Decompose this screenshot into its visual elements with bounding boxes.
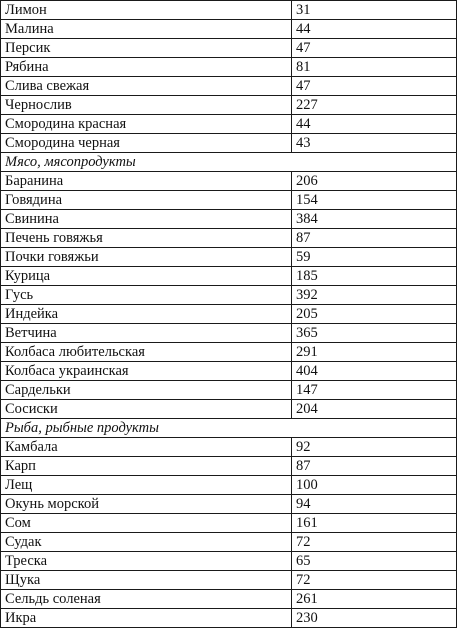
table-row [1,267,457,286]
calorie-value-cell: 47 [292,77,457,96]
table-row [1,172,457,191]
calorie-value-cell: 92 [292,438,457,457]
section-title: Мясо, мясопродукты [1,153,457,172]
calorie-value-cell: 154 [292,191,457,210]
calorie-value-cell: 147 [292,381,457,400]
product-name-cell: Сосиски [1,400,292,419]
product-name-cell: Курица [1,267,292,286]
table-row [1,533,457,552]
calorie-value-cell: 161 [292,514,457,533]
product-name-cell: Сом [1,514,292,533]
section-title: Рыба, рыбные продукты [1,419,457,438]
product-name-cell: Карп [1,457,292,476]
calorie-value-cell: 227 [292,96,457,115]
product-name-cell: Персик [1,39,292,58]
table-row [1,381,457,400]
product-name-cell: Лимон [1,1,292,20]
product-name-cell: Баранина [1,172,292,191]
table-row [1,58,457,77]
calorie-value-cell: 87 [292,457,457,476]
table-row [1,362,457,381]
product-name-cell: Треска [1,552,292,571]
product-name-cell: Колбаса украинская [1,362,292,381]
calorie-value-cell: 100 [292,476,457,495]
table-row [1,210,457,229]
product-name-cell: Сельдь соленая [1,590,292,609]
calorie-value-cell: 59 [292,248,457,267]
calorie-value-cell: 392 [292,286,457,305]
calorie-value-cell: 47 [292,39,457,58]
table-row [1,134,457,153]
product-name-cell: Свинина [1,210,292,229]
section-header-row [1,419,457,438]
table-row [1,20,457,39]
calorie-value-cell: 72 [292,571,457,590]
product-name-cell: Печень говяжья [1,229,292,248]
table-row [1,1,457,20]
table-row [1,229,457,248]
calorie-value-cell: 291 [292,343,457,362]
table-row [1,96,457,115]
calorie-value-cell: 43 [292,134,457,153]
calorie-value-cell: 204 [292,400,457,419]
calorie-value-cell: 31 [292,1,457,20]
product-name-cell: Смородина черная [1,134,292,153]
product-name-cell: Гусь [1,286,292,305]
calorie-value-cell: 81 [292,58,457,77]
table-row [1,248,457,267]
table-row [1,343,457,362]
table-row [1,305,457,324]
table-row [1,77,457,96]
calorie-value-cell: 365 [292,324,457,343]
table-row [1,39,457,58]
table-row [1,571,457,590]
product-name-cell: Говядина [1,191,292,210]
product-name-cell: Судак [1,533,292,552]
calorie-value-cell: 87 [292,229,457,248]
product-name-cell: Икра [1,609,292,628]
calorie-value-cell: 44 [292,115,457,134]
calorie-value-cell: 72 [292,533,457,552]
table-row [1,514,457,533]
section-header-row [1,153,457,172]
calorie-value-cell: 261 [292,590,457,609]
table-row [1,438,457,457]
calorie-value-cell: 185 [292,267,457,286]
product-name-cell: Ветчина [1,324,292,343]
table-row [1,476,457,495]
calorie-value-cell: 94 [292,495,457,514]
table-row [1,457,457,476]
product-name-cell: Чернослив [1,96,292,115]
product-name-cell: Почки говяжьи [1,248,292,267]
calorie-value-cell: 384 [292,210,457,229]
table-row [1,552,457,571]
product-name-cell: Слива свежая [1,77,292,96]
product-name-cell: Рябина [1,58,292,77]
product-name-cell: Смородина красная [1,115,292,134]
calorie-value-cell: 205 [292,305,457,324]
product-name-cell: Окунь морской [1,495,292,514]
table-row [1,191,457,210]
table-row [1,590,457,609]
calorie-value-cell: 65 [292,552,457,571]
table-row [1,495,457,514]
product-name-cell: Сардельки [1,381,292,400]
table-row [1,115,457,134]
calorie-value-cell: 44 [292,20,457,39]
product-name-cell: Колбаса любительская [1,343,292,362]
product-name-cell: Индейка [1,305,292,324]
table-body [1,1,457,628]
product-name-cell: Малина [1,20,292,39]
table-row [1,286,457,305]
product-name-cell: Камбала [1,438,292,457]
calorie-value-cell: 230 [292,609,457,628]
calorie-value-cell: 206 [292,172,457,191]
table-row [1,324,457,343]
product-name-cell: Лещ [1,476,292,495]
table-row [1,400,457,419]
product-name-cell: Щука [1,571,292,590]
calorie-value-cell: 404 [292,362,457,381]
